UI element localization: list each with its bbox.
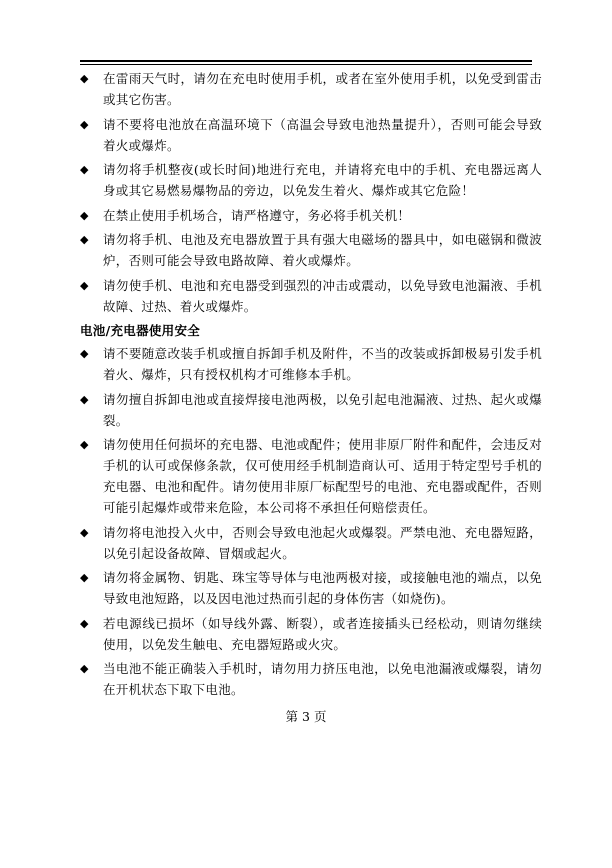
list-item <box>80 567 542 609</box>
diamond-bullet-icon: ◆ <box>80 278 89 292</box>
diamond-bullet-icon: ◆ <box>80 72 89 85</box>
list-item <box>80 389 542 431</box>
list-item-text: 请勿将金属物、钥匙、珠宝等导体与电池两极对接，或接触电池的端点，以免导致电池短路，以及因电池过热而引起的身体伤害（如烧伤)。 <box>103 570 542 606</box>
list-item <box>80 522 542 564</box>
list-item <box>80 205 542 226</box>
list-item <box>80 613 542 655</box>
page-content <box>80 68 542 704</box>
page-number: 第 3 页 <box>285 709 327 724</box>
diamond-bullet-icon: ◆ <box>80 347 89 360</box>
list-item-text: 请勿将手机、电池及充电器放置于具有强大电磁场的器具中，如电磁锅和微波炉，否则可能会导致电路故障、着火或爆炸。 <box>103 232 542 268</box>
list-item-text: 请勿使用任何损坏的充电器、电池或配件；使用非原厂附件和配件，会违反对手机的认可或保修条款，仅可使用经手机制造商认可、适用于特定型号手机的充电器、电池和配件。请勿使用非原厂标配型号的电池、充电器或配件，否则可能引起爆炸或带来危险，本公司将不承担任何赔偿责任。 <box>103 437 542 515</box>
general-safety-list <box>80 68 542 317</box>
diamond-bullet-icon: ◆ <box>80 438 89 451</box>
list-item-text: 请勿使手机、电池和充电器受到强烈的冲击或震动，以免导致电池漏液、手机故障、过热、着火或爆炸。 <box>103 277 542 314</box>
list-item <box>80 114 542 156</box>
list-item <box>80 159 542 201</box>
list-item-text: 若电源线已损坏（如导线外露、断裂），或者连接插头已经松动，则请勿继续使用，以免发生触电、充电器短路或火灾。 <box>103 615 542 652</box>
diamond-bullet-icon: ◆ <box>80 662 89 675</box>
header-rule-thin <box>80 64 532 65</box>
list-item <box>80 229 542 271</box>
diamond-bullet-icon: ◆ <box>80 163 89 176</box>
diamond-bullet-icon: ◆ <box>80 392 89 406</box>
diamond-bullet-icon: ◆ <box>80 571 89 584</box>
list-item-text: 在禁止使用手机场合，请严格遵守，务必将手机关机！ <box>103 207 411 223</box>
diamond-bullet-icon: ◆ <box>80 525 89 539</box>
list-item-text: 请勿将手机整夜(或长时间)地进行充电，并请将充电中的手机、充电器远离人身或其它易燃易爆物品的旁边，以免发生着火、爆炸或其它危险！ <box>103 162 542 198</box>
list-item <box>80 68 542 110</box>
battery-charger-safety-list <box>80 343 542 700</box>
list-item <box>80 275 542 317</box>
section-heading: 电池/充电器使用安全 <box>80 323 201 338</box>
list-item-text: 当电池不能正确装入手机时，请勿用力挤压电池，以免电池漏液或爆裂，请勿在开机状态下取下电池。 <box>103 661 542 697</box>
diamond-bullet-icon: ◆ <box>80 233 89 246</box>
header-rule-thick <box>80 60 532 62</box>
list-item-text: 请勿将电池投入火中，否则会导致电池起火或爆裂。严禁电池、充电器短路，以免引起设备故障、冒烟或起火。 <box>103 524 542 561</box>
diamond-bullet-icon: ◆ <box>80 117 89 131</box>
list-item-text: 请不要将电池放在高温环境下（高温会导致电池热量提升），否则可能会导致着火或爆炸。 <box>103 116 542 153</box>
list-item <box>80 434 542 518</box>
list-item <box>80 343 542 385</box>
diamond-bullet-icon: ◆ <box>80 208 89 222</box>
list-item-text: 在雷雨天气时，请勿在充电时使用手机，或者在室外使用手机，以免受到雷击或其它伤害。 <box>103 71 542 107</box>
list-item-text: 请不要随意改装手机或擅自拆卸手机及附件，不当的改装或拆卸极易引发手机着火、爆炸，只有授权机构才可维修本手机。 <box>103 346 542 382</box>
diamond-bullet-icon: ◆ <box>80 616 89 630</box>
list-item <box>80 658 542 700</box>
list-item-text: 请勿擅自拆卸电池或直接焊接电池两极，以免引起电池漏液、过热、起火或爆裂。 <box>103 391 542 428</box>
